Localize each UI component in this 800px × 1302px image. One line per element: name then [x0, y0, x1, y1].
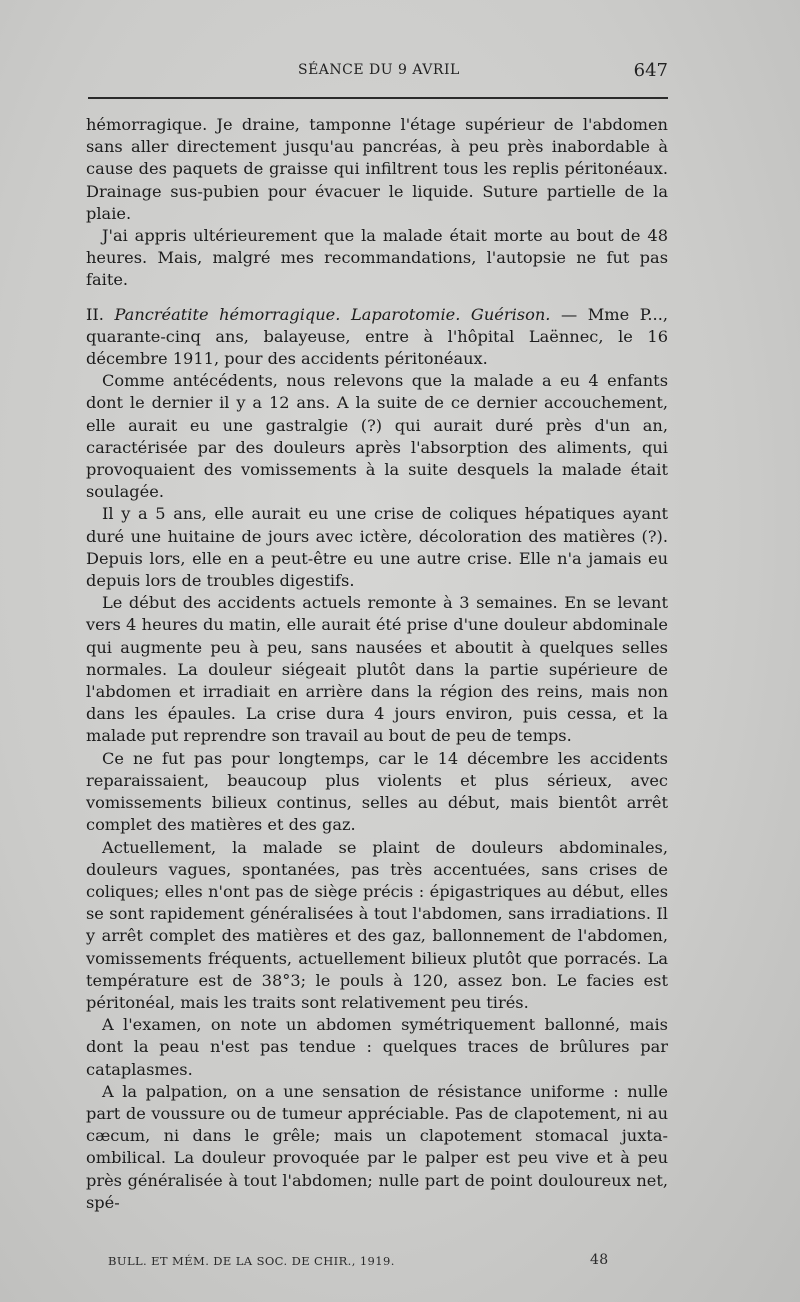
footer-citation: BULL. ET MÉM. DE LA SOC. DE CHIR., 1919.: [108, 1254, 395, 1268]
footer-sheet-number: 48: [590, 1252, 609, 1268]
paragraph: J'ai appris ultérieurement que la malade était morte au bout de 48 heures. Mais, malgré mes recommandations, l'autopsie ne fut pas faite.: [86, 226, 668, 290]
case-heading: [86, 304, 668, 371]
paragraph: Il y a 5 ans, elle aurait eu une crise de coliques hépatiques ayant duré une huitaine de jours avec ictère, décoloration des matières (?). Depuis lors, elle en a peut-être eu une autre crise. Elle n'a jamais eu depuis lors de troubles digestifs.: [86, 504, 668, 591]
header-title: SÉANCE DU 9 AVRIL: [298, 62, 460, 78]
case-title: Pancréatite hémorragique. Laparotomie. Guérison.: [114, 304, 551, 324]
paragraph: Actuellement, la malade se plaint de douleurs abdominales, douleurs vagues, spontanées, pas très accentuées, sans crises de coliques; elles n'ont pas de siège précis : épigastriques au début, elles se sont rapidement généralisées à tout l'abdomen, sans irradiations. Il y arrêt complet des matières et des gaz, ballonnement de l'abdomen, vomissements fréquents, actuellement bilieux plutôt que porracés. La température est de 38°3; le pouls à 120, assez bon. Le facies est péritonéal, mais les traits sont relativement peu tirés.: [86, 837, 668, 1012]
paragraph: Le début des accidents actuels remonte à 3 semaines. En se levant vers 4 heures du matin, elle aurait été prise d'une douleur abdominale qui augmente peu à peu, sans nausées et aboutit à quelques selles normales. La douleur siégeait plutôt dans la partie supérieure de l'abdomen et irradiait en arrière dans la région des reins, mais non dans les épaules. La crise dura 4 jours environ, puis cessa, et la malade put reprendre son travail au bout de peu de temps.: [86, 593, 668, 746]
page-footer: [108, 1252, 648, 1272]
paragraph: Comme antécédents, nous relevons que la malade a eu 4 enfants dont le dernier il y a 12 ans. A la suite de ce dernier accouchement, elle aurait eu une gastralgie (?) qui aurait duré près d'un an, caractérisée par des douleurs après l'absorption des aliments, qui provoquaient des vomissements à la suite desquels la malade était soulagée.: [86, 371, 668, 502]
page-number: 647: [633, 60, 668, 81]
paragraph: hémorragique. Je draine, tamponne l'étage supérieur de l'abdomen sans aller directement jusqu'au pancréas, à peu près inabordable à cause des paquets de graisse qui infiltrent tous les replis péritonéaux. Drainage sus-pubien pour évacuer le liquide. Suture partielle de la plaie.: [86, 115, 668, 223]
body-text: [86, 114, 668, 1214]
paragraph: A la palpation, on a une sensation de résistance uniforme : nulle part de voussure ou de tumeur appréciable. Pas de clapotement, ni au cæcum, ni dans le grêle; mais un clapotement stomacal juxta-ombilical. La douleur provoquée par le palper est peu vive et à peu près généralisée à tout l'abdomen; nulle part de point douloureux net, spé-: [86, 1081, 668, 1212]
case-number: II.: [86, 304, 104, 324]
paragraph: A l'examen, on note un abdomen symétriquement ballonné, mais dont la peau n'est pas tendue : quelques traces de brûlures par cataplasmes.: [86, 1015, 668, 1079]
header-rule: [88, 97, 668, 99]
case-intro: — Mme P..., quarante-cinq ans, balayeuse, entre à l'hôpital Laënnec, le 16 décembre 1911, pour des accidents péritonéaux.: [86, 304, 668, 369]
paragraph: Ce ne fut pas pour longtemps, car le 14 décembre les accidents reparaissaient, beaucoup plus violents et plus sérieux, avec vomissements bilieux continus, selles au début, mais bientôt arrêt complet des matières et des gaz.: [86, 748, 668, 835]
running-header: [88, 60, 668, 84]
